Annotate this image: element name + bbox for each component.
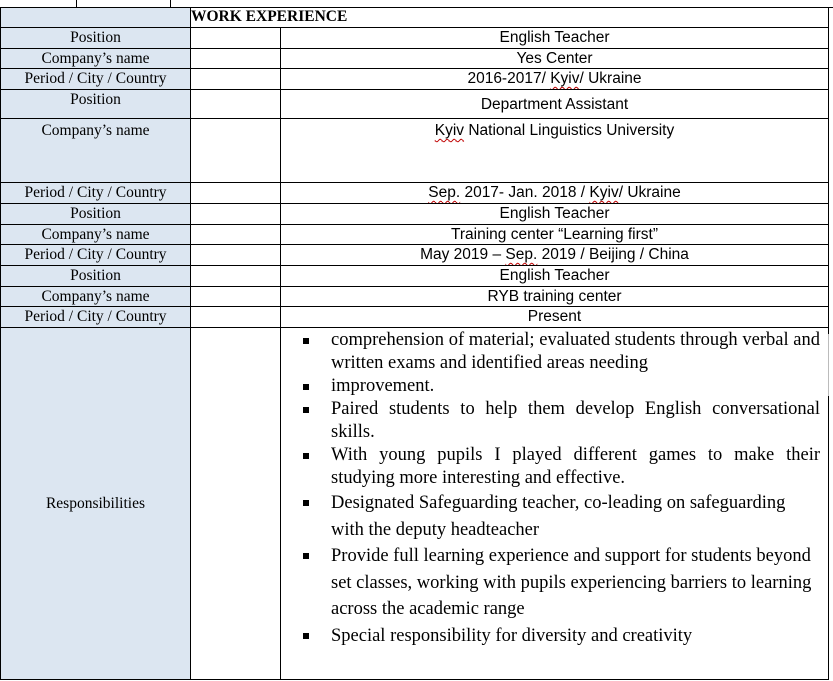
list-item[interactable] bbox=[281, 543, 820, 623]
company-label: Company’s name bbox=[1, 287, 191, 307]
job3-position[interactable]: English Teacher bbox=[281, 204, 829, 225]
section-title[interactable]: WORK EXPERIENCE bbox=[191, 8, 829, 28]
bullet-icon bbox=[303, 407, 309, 413]
job1-period-row bbox=[1, 69, 829, 90]
position-label: Position bbox=[1, 90, 191, 119]
list-item[interactable] bbox=[281, 375, 820, 398]
company-label: Company’s name bbox=[1, 225, 191, 245]
job1-company[interactable]: Yes Center bbox=[281, 49, 829, 69]
bullet-icon bbox=[303, 633, 309, 639]
section-header-row bbox=[1, 8, 829, 28]
bullet-icon bbox=[303, 500, 309, 506]
responsibilities-row bbox=[1, 328, 829, 680]
list-item[interactable] bbox=[281, 398, 820, 444]
job3-period-rest: 2019 / Beijing / China bbox=[537, 246, 689, 263]
job4-period[interactable]: Present bbox=[281, 307, 829, 328]
margin-marker bbox=[828, 334, 833, 396]
job2-company-row bbox=[1, 119, 829, 183]
list-item-text: With young pupils I played different games to make their studying more interesting and effective. bbox=[331, 445, 820, 488]
job1-period-country: / Ukraine bbox=[579, 70, 642, 87]
responsibilities-label: Responsibilities bbox=[1, 328, 191, 680]
job2-company[interactable] bbox=[281, 119, 829, 183]
job4-company-row bbox=[1, 287, 829, 307]
job2-period[interactable] bbox=[281, 183, 829, 204]
job2-position-row bbox=[1, 90, 829, 119]
position-label: Position bbox=[1, 204, 191, 225]
job1-period[interactable] bbox=[281, 69, 829, 90]
period-label: Period / City / Country bbox=[1, 69, 191, 90]
spacer-cell bbox=[191, 287, 281, 307]
period-label: Period / City / Country bbox=[1, 245, 191, 266]
spacer-cell bbox=[191, 49, 281, 69]
company-label: Company’s name bbox=[1, 119, 191, 183]
bullet-icon bbox=[303, 453, 309, 459]
bullet-icon bbox=[303, 553, 309, 559]
job1-position[interactable]: English Teacher bbox=[281, 28, 829, 49]
position-label: Position bbox=[1, 28, 191, 49]
company-label: Company’s name bbox=[1, 49, 191, 69]
work-experience-table bbox=[0, 7, 829, 680]
spacer-cell bbox=[191, 119, 281, 183]
list-item-text: Paired students to help them develop English conversational skills. bbox=[331, 399, 820, 442]
job1-company-row bbox=[1, 49, 829, 69]
job1-period-city: Kyiv bbox=[550, 70, 580, 87]
job1-period-start: 2016-2017/ bbox=[467, 70, 551, 87]
bullet-icon bbox=[303, 384, 309, 390]
job2-period-month: Sep. bbox=[428, 184, 461, 201]
list-item-text: Provide full learning experience and support for students beyond set classes, working with pupils experiencing barriers to learning across the academic range bbox=[331, 546, 812, 619]
job2-period-country: / Ukraine bbox=[618, 184, 681, 201]
spacer-cell bbox=[191, 204, 281, 225]
spacer-cell bbox=[191, 328, 281, 680]
job2-period-row bbox=[1, 183, 829, 204]
spacer-cell bbox=[191, 307, 281, 328]
job3-period[interactable] bbox=[281, 245, 829, 266]
period-label: Period / City / Country bbox=[1, 307, 191, 328]
list-item[interactable] bbox=[281, 623, 820, 650]
job2-company-rest: National Linguistics University bbox=[464, 122, 675, 139]
spacer-cell bbox=[191, 183, 281, 204]
job2-period-range: 2017- Jan. 2018 / bbox=[460, 184, 590, 201]
job3-company[interactable]: Training center “Learning first” bbox=[281, 225, 829, 245]
spacer-cell bbox=[191, 69, 281, 90]
job2-period-city: Kyiv bbox=[589, 184, 619, 201]
list-item-text: comprehension of material; evaluated students through verbal and written exams and identified areas needing bbox=[331, 330, 820, 373]
job3-period-month: Sep. bbox=[505, 246, 538, 263]
job4-position-row bbox=[1, 266, 829, 287]
job4-position[interactable]: English Teacher bbox=[281, 266, 829, 287]
job3-period-start: May 2019 – bbox=[420, 246, 506, 263]
job2-position[interactable]: Department Assistant bbox=[281, 90, 829, 119]
list-item[interactable] bbox=[281, 444, 820, 490]
position-label: Position bbox=[1, 266, 191, 287]
bullet-icon bbox=[303, 338, 309, 344]
header-label-cell bbox=[1, 8, 191, 28]
table-border bbox=[170, 0, 171, 7]
spacer-cell bbox=[191, 245, 281, 266]
spacer-cell bbox=[191, 266, 281, 287]
spacer-cell bbox=[191, 90, 281, 119]
list-item-text: improvement. bbox=[331, 376, 435, 396]
list-item[interactable] bbox=[281, 490, 820, 543]
spacer-cell bbox=[191, 225, 281, 245]
job1-position-row bbox=[1, 28, 829, 49]
job4-period-row bbox=[1, 307, 829, 328]
job3-position-row bbox=[1, 204, 829, 225]
period-label: Period / City / Country bbox=[1, 183, 191, 204]
job3-period-row bbox=[1, 245, 829, 266]
list-item-text: Special responsibility for diversity and creativity bbox=[331, 625, 693, 646]
list-item-text: Designated Safeguarding teacher, co-leading on safeguarding with the deputy headteacher bbox=[331, 493, 786, 540]
spacer-cell bbox=[191, 28, 281, 49]
responsibilities-cell[interactable] bbox=[281, 328, 829, 680]
table-border bbox=[76, 0, 77, 7]
list-item[interactable] bbox=[281, 329, 820, 375]
job2-company-city: Kyiv bbox=[434, 122, 465, 139]
responsibilities-list bbox=[281, 329, 828, 649]
job3-company-row bbox=[1, 225, 829, 245]
job4-company[interactable]: RYB training center bbox=[281, 287, 829, 307]
